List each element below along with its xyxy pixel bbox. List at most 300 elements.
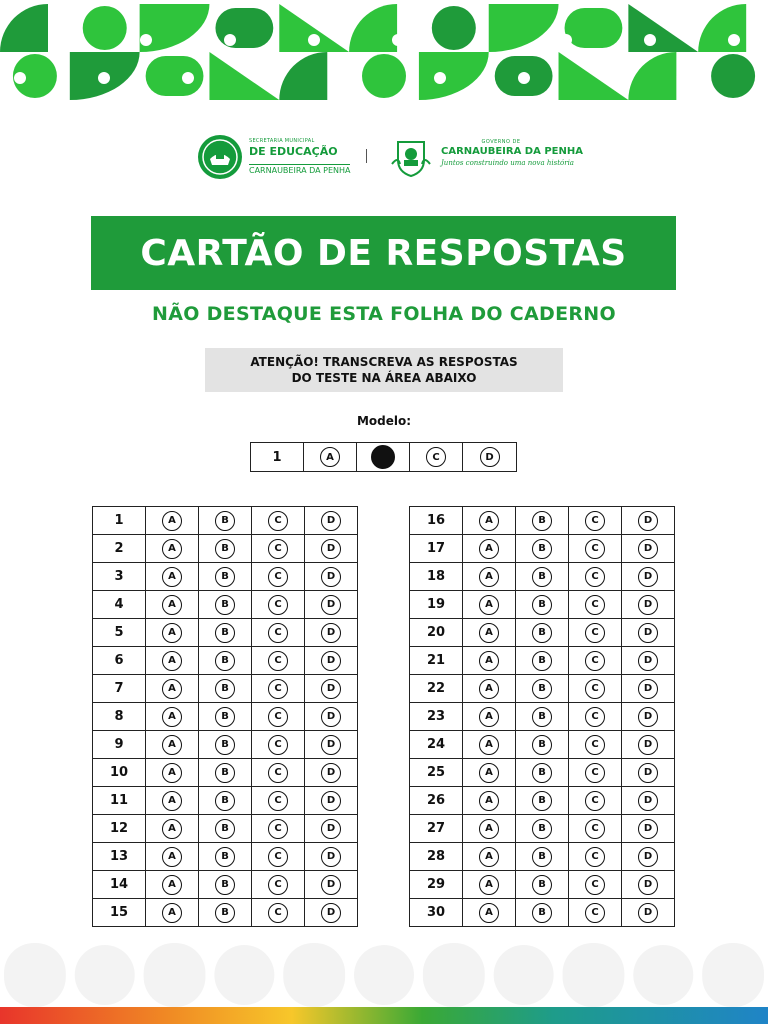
option-cell [199,871,252,899]
answer-grid-left [92,506,358,927]
answer-bubble-a[interactable]: A [162,735,182,755]
option-cell [569,815,622,843]
answer-bubble-a[interactable]: A [162,651,182,671]
option-cell [569,787,622,815]
answer-bubble-c[interactable]: C [585,679,605,699]
option-cell [516,507,569,535]
answer-bubble-c[interactable]: C [585,791,605,811]
model-option-bubble: C [426,447,446,467]
answer-bubble-b[interactable]: B [215,903,235,923]
answer-bubble-d[interactable]: D [321,847,341,867]
answer-bubble-b[interactable]: B [215,539,235,559]
option-cell [305,507,358,535]
option-cell [199,843,252,871]
answer-bubble-a[interactable]: A [479,511,499,531]
answer-bubble-a[interactable]: A [162,707,182,727]
answer-bubble-c[interactable]: C [585,651,605,671]
answer-bubble-d[interactable]: D [321,567,341,587]
question-number: 5 [93,619,146,647]
answer-bubble-b[interactable]: B [532,763,552,783]
answer-bubble-a[interactable]: A [479,847,499,867]
option-cell [199,787,252,815]
option-cell [569,647,622,675]
answer-bubble-c[interactable]: C [268,735,288,755]
question-number: 1 [93,507,146,535]
option-cell [516,647,569,675]
question-number: 7 [93,675,146,703]
option-cell [146,843,199,871]
answer-bubble-c[interactable]: C [585,511,605,531]
option-cell [463,703,516,731]
option-cell [622,703,675,731]
page-subtitle: NÃO DESTAQUE ESTA FOLHA DO CADERNO [152,303,616,325]
secretaria-city: CARNAUBEIRA DA PENHA [249,166,351,175]
option-cell [252,507,305,535]
option-cell [199,759,252,787]
question-number: 25 [410,759,463,787]
answer-bubble-b[interactable]: B [215,511,235,531]
answer-row [410,675,675,703]
option-cell [622,815,675,843]
answer-row [93,815,358,843]
answer-bubble-b[interactable]: B [215,847,235,867]
answer-row [410,535,675,563]
logo-divider [366,149,367,163]
answer-bubble-a[interactable]: A [479,539,499,559]
answer-bubble-a[interactable]: A [162,847,182,867]
option-cell [569,591,622,619]
answer-bubble-c[interactable]: C [268,567,288,587]
option-cell [199,619,252,647]
answer-row [410,507,675,535]
attention-line-2: DO TESTE NA ÁREA ABAIXO [291,371,477,385]
answer-bubble-b[interactable]: B [215,875,235,895]
answer-bubble-d[interactable]: D [638,623,658,643]
option-cell [146,787,199,815]
answer-bubble-c[interactable]: C [585,735,605,755]
model-example-row [250,442,517,472]
option-cell [622,563,675,591]
answer-bubble-c[interactable]: C [585,819,605,839]
page-title: CARTÃO DE RESPOSTAS [91,216,676,290]
question-number: 10 [93,759,146,787]
option-cell [463,871,516,899]
answer-bubble-d[interactable]: D [638,847,658,867]
answer-bubble-d[interactable]: D [638,595,658,615]
answer-bubble-a[interactable]: A [162,511,182,531]
answer-bubble-a[interactable]: A [162,763,182,783]
answer-bubble-b[interactable]: B [215,623,235,643]
answer-bubble-b[interactable]: B [215,707,235,727]
option-cell [199,507,252,535]
model-option-cell [410,443,463,471]
option-cell [516,619,569,647]
answer-bubble-c[interactable]: C [268,623,288,643]
answer-bubble-a[interactable]: A [479,791,499,811]
option-cell [199,899,252,927]
answer-bubble-b[interactable]: B [532,567,552,587]
question-number: 20 [410,619,463,647]
option-cell [305,899,358,927]
answer-bubble-d[interactable]: D [638,791,658,811]
option-cell [305,563,358,591]
answer-bubble-b[interactable]: B [215,679,235,699]
answer-bubble-a[interactable]: A [479,875,499,895]
answer-row [93,731,358,759]
answer-bubble-a[interactable]: A [479,763,499,783]
option-cell [252,899,305,927]
option-cell [146,507,199,535]
option-cell [516,591,569,619]
municipal-coat-of-arms-icon [388,134,434,180]
option-cell [199,703,252,731]
option-cell [252,759,305,787]
option-cell [252,871,305,899]
option-cell [569,619,622,647]
option-cell [463,647,516,675]
option-cell [146,535,199,563]
question-number: 12 [93,815,146,843]
option-cell [252,703,305,731]
answer-bubble-c[interactable]: C [268,875,288,895]
option-cell [622,899,675,927]
option-cell [146,591,199,619]
answer-bubble-d[interactable]: D [321,735,341,755]
governo-slogan: Juntos construindo uma nova história [441,159,574,167]
answer-row [410,647,675,675]
model-option-cell [304,443,357,471]
option-cell [516,843,569,871]
option-cell [305,731,358,759]
answer-bubble-c[interactable]: C [585,763,605,783]
secretaria-title: DE EDUCAÇÃO [249,145,338,158]
answer-bubble-c[interactable]: C [268,539,288,559]
answer-bubble-c[interactable]: C [268,847,288,867]
model-option-bubble: A [320,447,340,467]
answer-bubble-d[interactable]: D [321,819,341,839]
answer-bubble-a[interactable]: A [479,679,499,699]
option-cell [305,787,358,815]
answer-bubble-d[interactable]: D [321,875,341,895]
option-cell [622,507,675,535]
answer-bubble-a[interactable]: A [162,819,182,839]
answer-bubble-b[interactable]: B [532,819,552,839]
option-cell [252,675,305,703]
answer-row [93,591,358,619]
option-cell [305,703,358,731]
answer-bubble-d[interactable]: D [321,539,341,559]
option-cell [463,619,516,647]
option-cell [146,815,199,843]
question-number: 16 [410,507,463,535]
answer-bubble-b[interactable]: B [532,539,552,559]
question-number: 26 [410,787,463,815]
option-cell [305,591,358,619]
answer-bubble-a[interactable]: A [479,707,499,727]
answer-row [410,703,675,731]
option-cell [569,759,622,787]
question-number: 17 [410,535,463,563]
answer-bubble-c[interactable]: C [268,595,288,615]
option-cell [305,647,358,675]
answer-bubble-a[interactable]: A [479,623,499,643]
secretaria-small-label: SECRETARIA MUNICIPAL [249,138,315,144]
answer-bubble-c[interactable]: C [268,511,288,531]
option-cell [516,899,569,927]
secretaria-emblem-icon [198,135,242,179]
answer-bubble-b[interactable]: B [532,707,552,727]
option-cell [252,647,305,675]
option-cell [305,675,358,703]
answer-bubble-a[interactable]: A [479,651,499,671]
model-filled-bubble [371,445,395,469]
question-number: 2 [93,535,146,563]
option-cell [463,507,516,535]
answer-row [410,731,675,759]
option-cell [516,535,569,563]
answer-bubble-c[interactable]: C [585,903,605,923]
option-cell [463,787,516,815]
answer-bubble-d[interactable]: D [638,511,658,531]
answer-row [410,619,675,647]
option-cell [569,703,622,731]
answer-bubble-d[interactable]: D [321,511,341,531]
answer-bubble-c[interactable]: C [585,707,605,727]
answer-bubble-a[interactable]: A [479,903,499,923]
answer-row [410,899,675,927]
option-cell [622,843,675,871]
answer-bubble-a[interactable]: A [479,567,499,587]
answer-bubble-c[interactable]: C [268,903,288,923]
answer-bubble-a[interactable]: A [162,539,182,559]
option-cell [463,899,516,927]
option-cell [516,563,569,591]
question-number: 15 [93,899,146,927]
governo-title: CARNAUBEIRA DA PENHA [441,146,583,157]
option-cell [146,619,199,647]
answer-bubble-b[interactable]: B [532,847,552,867]
question-number: 6 [93,647,146,675]
question-number: 3 [93,563,146,591]
question-number: 18 [410,563,463,591]
option-cell [622,591,675,619]
answer-bubble-b[interactable]: B [532,595,552,615]
question-number: 4 [93,591,146,619]
question-number: 9 [93,731,146,759]
answer-bubble-d[interactable]: D [638,735,658,755]
question-number: 19 [410,591,463,619]
option-cell [622,787,675,815]
question-number: 27 [410,815,463,843]
answer-bubble-c[interactable]: C [268,791,288,811]
option-cell [146,647,199,675]
option-cell [305,619,358,647]
answer-bubble-c[interactable]: C [268,819,288,839]
model-label: Modelo: [356,414,412,428]
option-cell [516,759,569,787]
option-cell [305,871,358,899]
question-number: 28 [410,843,463,871]
answer-bubble-a[interactable]: A [162,623,182,643]
answer-bubble-c[interactable]: C [585,567,605,587]
option-cell [569,563,622,591]
model-option-cell [463,443,516,471]
answer-row [93,703,358,731]
answer-bubble-b[interactable]: B [215,819,235,839]
answer-bubble-c[interactable]: C [585,847,605,867]
answer-bubble-d[interactable]: D [321,679,341,699]
answer-row [410,871,675,899]
answer-bubble-d[interactable]: D [638,763,658,783]
answer-bubble-c[interactable]: C [585,539,605,559]
option-cell [305,815,358,843]
answer-bubble-d[interactable]: D [321,791,341,811]
question-number: 8 [93,703,146,731]
answer-bubble-a[interactable]: A [479,595,499,615]
answer-bubble-b[interactable]: B [215,763,235,783]
answer-bubble-d[interactable]: D [638,567,658,587]
governo-wordmark [441,138,581,168]
question-number: 29 [410,871,463,899]
answer-row [93,563,358,591]
answer-bubble-a[interactable]: A [162,875,182,895]
option-cell [199,563,252,591]
option-cell [463,535,516,563]
answer-row [93,899,358,927]
answer-row [410,759,675,787]
answer-bubble-c[interactable]: C [585,595,605,615]
answer-bubble-b[interactable]: B [532,511,552,531]
answer-bubble-b[interactable]: B [532,791,552,811]
answer-bubble-c[interactable]: C [268,679,288,699]
answer-row [410,563,675,591]
answer-bubble-d[interactable]: D [638,707,658,727]
answer-bubble-d[interactable]: D [321,763,341,783]
option-cell [252,535,305,563]
question-number: 22 [410,675,463,703]
decorative-banner [0,0,768,104]
option-cell [516,675,569,703]
answer-bubble-c[interactable]: C [268,651,288,671]
answer-bubble-b[interactable]: B [532,903,552,923]
answer-bubble-b[interactable]: B [532,651,552,671]
answer-bubble-d[interactable]: D [638,875,658,895]
option-cell [199,591,252,619]
option-cell [199,815,252,843]
answer-row [93,871,358,899]
option-cell [622,759,675,787]
answer-bubble-b[interactable]: B [215,735,235,755]
governo-small-label: GOVERNO DE [481,139,521,145]
header-logos [0,132,768,182]
answer-bubble-a[interactable]: A [162,903,182,923]
answer-bubble-b[interactable]: B [532,679,552,699]
answer-grid-right [409,506,675,927]
option-cell [305,535,358,563]
model-option-bubble: D [480,447,500,467]
answer-bubble-d[interactable]: D [638,903,658,923]
answer-bubble-d[interactable]: D [638,539,658,559]
answer-bubble-c[interactable]: C [268,763,288,783]
option-cell [252,815,305,843]
option-cell [199,647,252,675]
option-cell [569,507,622,535]
answer-bubble-b[interactable]: B [215,651,235,671]
rainbow-stripe [0,1007,768,1024]
attention-line-1: ATENÇÃO! TRANSCREVA AS RESPOSTAS [250,355,518,369]
answer-bubble-a[interactable]: A [162,595,182,615]
option-cell [463,591,516,619]
option-cell [463,759,516,787]
option-cell [146,899,199,927]
answer-bubble-d[interactable]: D [638,651,658,671]
option-cell [463,675,516,703]
answer-bubble-b[interactable]: B [215,791,235,811]
answer-bubble-c[interactable]: C [268,707,288,727]
answer-row [93,507,358,535]
attention-notice [205,348,563,392]
answer-row [93,535,358,563]
answer-bubble-a[interactable]: A [479,735,499,755]
answer-bubble-b[interactable]: B [215,595,235,615]
question-number: 30 [410,899,463,927]
option-cell [622,871,675,899]
answer-row [93,647,358,675]
answer-bubble-c[interactable]: C [585,623,605,643]
option-cell [199,731,252,759]
option-cell [516,703,569,731]
answer-bubble-a[interactable]: A [162,567,182,587]
option-cell [305,759,358,787]
answer-row [410,815,675,843]
option-cell [569,535,622,563]
question-number: 24 [410,731,463,759]
answer-bubble-b[interactable]: B [532,875,552,895]
answer-row [410,843,675,871]
option-cell [146,759,199,787]
answer-bubble-d[interactable]: D [638,819,658,839]
option-cell [199,535,252,563]
answer-bubble-b[interactable]: B [532,623,552,643]
option-cell [252,563,305,591]
option-cell [199,675,252,703]
answer-bubble-d[interactable]: D [638,679,658,699]
answer-bubble-a[interactable]: A [162,679,182,699]
option-cell [516,871,569,899]
option-cell [252,591,305,619]
option-cell [569,843,622,871]
answer-bubble-d[interactable]: D [321,623,341,643]
answer-bubble-d[interactable]: D [321,651,341,671]
option-cell [622,647,675,675]
answer-bubble-d[interactable]: D [321,707,341,727]
option-cell [622,619,675,647]
option-cell [516,731,569,759]
question-number: 14 [93,871,146,899]
answer-bubble-a[interactable]: A [162,791,182,811]
answer-bubble-a[interactable]: A [479,819,499,839]
option-cell [569,731,622,759]
answer-bubble-b[interactable]: B [215,567,235,587]
model-question-number: 1 [251,443,304,471]
answer-bubble-b[interactable]: B [532,735,552,755]
option-cell [516,815,569,843]
answer-bubble-d[interactable]: D [321,903,341,923]
answer-bubble-d[interactable]: D [321,595,341,615]
question-number: 21 [410,647,463,675]
answer-bubble-c[interactable]: C [585,875,605,895]
option-cell [463,843,516,871]
